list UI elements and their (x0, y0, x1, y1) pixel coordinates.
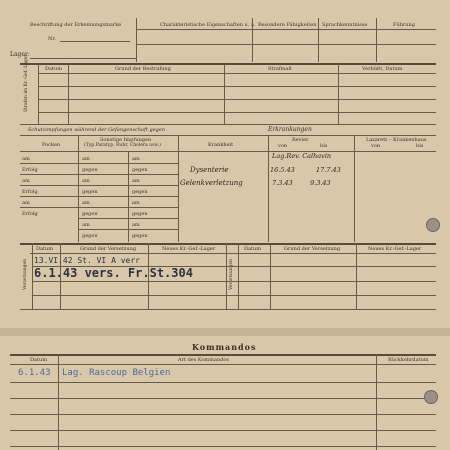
punch-hole-lower (424, 390, 438, 404)
nr-line (60, 41, 130, 42)
impf-row-6-col-2: gegen (82, 211, 98, 217)
krank-lazarett-von: von (371, 143, 381, 149)
krank-revier-von: von (278, 143, 288, 149)
kommandos-rueck-header: Rückkehrdatum (388, 357, 429, 363)
impf-row-4-col-2: gegen (82, 189, 98, 195)
paper-fold (0, 328, 450, 336)
impf-row-1-col-3: am (132, 156, 140, 162)
strafen-grund-header: Grund der Bestrafung (115, 66, 171, 72)
impf-pocken-header: Pocken (42, 142, 61, 148)
krank-entry-3-name: Gelenkverletzung (180, 179, 243, 187)
krank-krankheit-header: Krankheit (208, 142, 234, 148)
impf-row-1-col-1: am (22, 156, 30, 162)
versetz-right-side-label: Versetzungen (229, 258, 234, 290)
versetz-right-grund-header: Grund der Versetzung (284, 246, 341, 252)
impf-row-5-col-3: am (132, 200, 140, 206)
header-eigenschaften-label: Charakteristische Eigenschaften u. a. (160, 22, 256, 28)
versetz-stamp-1: 13.VI.42 St. VI A verr (34, 256, 140, 265)
kommandos-title: Kommandos (192, 342, 257, 352)
kommandos-entry-date: 6.1.43 (18, 368, 51, 378)
strafen-side-label: Strafen im Kr.-Gef.-Lager (24, 54, 29, 112)
impf-row-7-col-2: am (82, 222, 90, 228)
impf-row-4-col-3: gegen (132, 189, 148, 195)
impf-row-3-col-3: am (132, 178, 140, 184)
impf-row-2-col-1: Erfolg (22, 167, 38, 173)
versetz-stamp-2: 6.1.43 vers. Fr.St.304 (34, 266, 193, 280)
impf-row-5-col-1: am (22, 200, 30, 206)
impf-row-6-col-3: gegen (132, 211, 148, 217)
header-nr-label: Nr. (48, 36, 56, 42)
impf-row-2-col-3: gegen (132, 167, 148, 173)
krank-lazarett-bis: bis (416, 143, 424, 149)
kommandos-datum-header: Datum (30, 357, 47, 363)
header-sprachen-label: Sprachkenntnisse (322, 22, 368, 28)
krank-entry-1-name: Lag.Rev. Calhavin (272, 152, 332, 160)
krank-entry-3-bis: 9.3.43 (310, 179, 331, 187)
strafen-datum-header: Datum (45, 66, 62, 72)
versetz-right-neues-header: Neues Kr.-Gef.-Lager (368, 246, 422, 252)
header-fuehrung-label: Führung (393, 22, 415, 28)
krank-revier-bis: bis (320, 143, 328, 149)
lager-line (30, 58, 136, 59)
impf-row-7-col-3: am (132, 222, 140, 228)
impf-row-8-col-3: gegen (132, 233, 148, 239)
impf-row-8-col-2: gegen (82, 233, 98, 239)
impf-sonstige-header: Sonstige Impfungen (100, 137, 152, 143)
krank-entry-2-bis: 17.7.43 (316, 166, 341, 174)
strafen-strafmass-header: Strafmaß (268, 66, 292, 72)
krank-entry-2-von: 16.5.43 (270, 166, 295, 174)
versetz-right-datum-header: Datum (244, 246, 261, 252)
kommandos-art-header: Art des Kommandos (178, 357, 229, 363)
krank-entry-2-name: Dysenterie (190, 166, 229, 174)
header-marke-label: Beschriftung der Erkennungsmarke (30, 22, 122, 28)
versetz-left-side-label: Versetzungen (23, 258, 28, 290)
strafen-verbuesst-header: Verbüßt, Datum (362, 66, 403, 72)
impf-row-6-col-1: Erfolg (22, 211, 38, 217)
versetz-left-datum-header: Datum (36, 246, 53, 252)
impf-row-4-col-1: Erfolg (22, 189, 38, 195)
krank-revier-header: Revier (292, 137, 309, 143)
impf-row-3-col-2: am (82, 178, 90, 184)
versetz-left-neues-header: Neues Kr.-Gef.-Lager (162, 246, 216, 252)
impf-row-5-col-2: am (82, 200, 90, 206)
impf-row-1-col-2: am (82, 156, 90, 162)
kommandos-entry-text: Lag. Rascoup Belgien (62, 368, 171, 378)
krank-entry-3-von: 7.3.43 (272, 179, 293, 187)
lager-label: Lager: (10, 51, 30, 58)
impf-row-2-col-2: gegen (82, 167, 98, 173)
impf-title: Schutzimpfungen während der Gefangenschaft gegen (28, 127, 166, 133)
header-rule (136, 29, 436, 30)
punch-hole-upper (426, 218, 440, 232)
versetz-left-grund-header: Grund der Versetzung (80, 246, 137, 252)
krank-title: Erkrankungen (268, 126, 312, 133)
impf-row-3-col-1: am (22, 178, 30, 184)
krank-lazarett-header: Lazarett – Krankenhaus (366, 137, 427, 143)
header-faehigkeiten-label: Besondere Fähigkeiten (258, 22, 317, 28)
impf-sonstige-sub: (Typ.Paratyp, Ruhr, Cholera usw.) (84, 143, 161, 148)
